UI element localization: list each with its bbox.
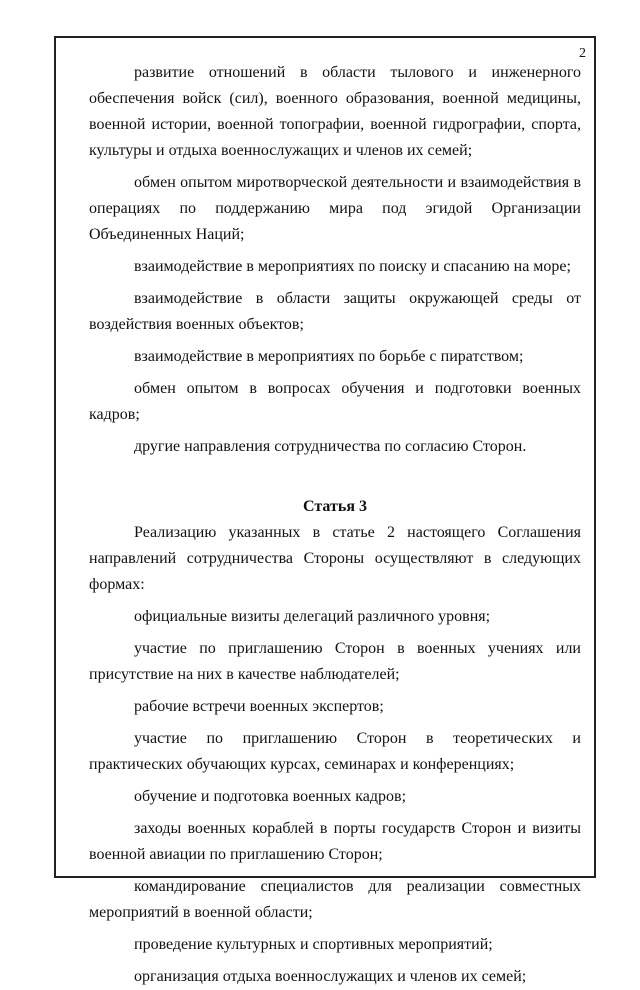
paragraph: взаимодействие в мероприятиях по поиску и спасанию на море; (134, 258, 571, 275)
article-intro: Реализацию указанных в статье 2 настоящего Соглашения направлений сотрудничества Стороны осуществляют в следующих формах: (89, 524, 581, 593)
paragraph: взаимодействие в мероприятиях по борьбе с пиратством; (134, 348, 524, 365)
form-item: обучение и подготовка военных кадров; (134, 788, 407, 805)
page-number: 2 (579, 46, 586, 61)
form-item: командирование специалистов для реализации совместных мероприятий в военной области; (89, 878, 581, 921)
paragraph: взаимодействие в области защиты окружающей среды от воздействия военных объектов; (89, 290, 581, 333)
paragraph: развитие отношений в области тылового и инженерного обеспечения войск (сил), военного образования, военной медицины, военной истории, военной топографии, военной гидрографии, спорта, культуры и отдыха военнослужащих и членов их семей; (89, 64, 581, 159)
form-item: участие по приглашению Сторон в военных учениях или присутствие на них в качестве наблюдателей; (89, 640, 581, 683)
paragraph: обмен опытом в вопросах обучения и подготовки военных кадров; (89, 380, 581, 423)
paragraph: другие направления сотрудничества по согласию Сторон. (134, 438, 527, 455)
paragraph: обмен опытом миротворческой деятельности и взаимодействия в операциях по поддержанию мира под эгидой Организации Объединенных Наций; (89, 174, 581, 243)
form-item: организация отдыха военнослужащих и членов их семей; (134, 968, 527, 985)
form-item: проведение культурных и спортивных мероприятий; (134, 936, 493, 953)
form-item: заходы военных кораблей в порты государств Сторон и визиты военной авиации по приглашению Сторон; (89, 820, 581, 863)
document-body (89, 60, 581, 990)
form-item: рабочие встречи военных экспертов; (134, 698, 384, 715)
form-item: участие по приглашению Сторон в теоретических и практических обучающих курсах, семинарах и конференциях; (89, 730, 581, 773)
form-item: официальные визиты делегаций различного уровня; (134, 608, 491, 625)
article-heading: Статья 3 (303, 498, 367, 515)
